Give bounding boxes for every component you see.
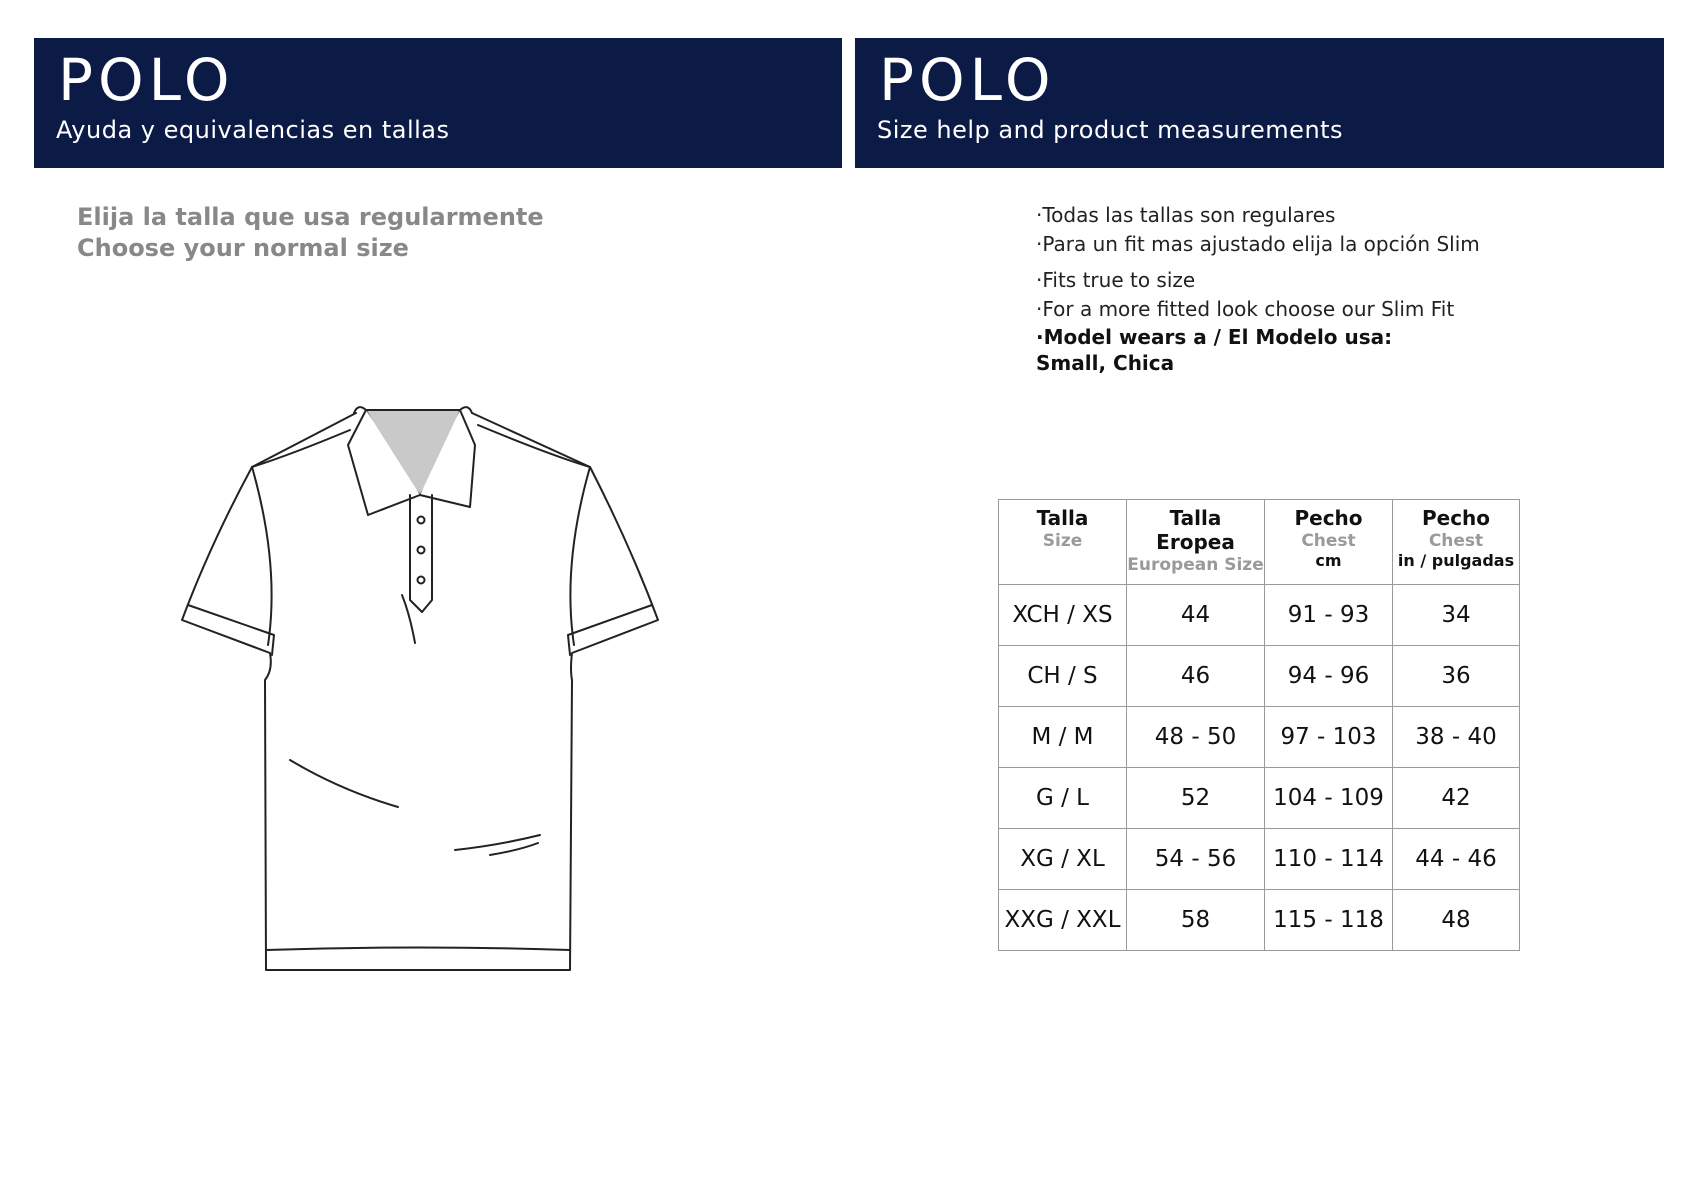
header-size: Talla Size bbox=[999, 500, 1127, 585]
cell-chest-cm: 110 - 114 bbox=[1265, 829, 1393, 890]
cell-european-size: 58 bbox=[1127, 890, 1265, 951]
banner-title: POLO bbox=[58, 46, 235, 114]
header-chest-in: Pecho Chest in / pulgadas bbox=[1393, 500, 1520, 585]
instruction-spanish: Elija la talla que usa regularmente bbox=[77, 203, 544, 231]
table-row bbox=[999, 646, 1520, 707]
banner-title: POLO bbox=[879, 46, 1056, 114]
cell-size: XG / XL bbox=[999, 829, 1127, 890]
polo-shirt-icon bbox=[170, 395, 670, 975]
cell-european-size: 46 bbox=[1127, 646, 1265, 707]
cell-chest-in: 34 bbox=[1393, 585, 1520, 646]
instruction-english: Choose your normal size bbox=[77, 234, 409, 262]
note-fits-true: ·Fits true to size bbox=[1036, 268, 1196, 292]
cell-chest-in: 48 bbox=[1393, 890, 1520, 951]
note-slim-fit: ·For a more fitted look choose our Slim Fit bbox=[1036, 297, 1455, 321]
note-model-size: Small, Chica bbox=[1036, 351, 1175, 375]
header-european-size: Talla Eropea European Size bbox=[1127, 500, 1265, 585]
table-row bbox=[999, 585, 1520, 646]
cell-size: M / M bbox=[999, 707, 1127, 768]
note-model-wears: ·Model wears a / El Modelo usa: bbox=[1036, 325, 1393, 349]
cell-chest-cm: 94 - 96 bbox=[1265, 646, 1393, 707]
cell-chest-cm: 97 - 103 bbox=[1265, 707, 1393, 768]
cell-european-size: 44 bbox=[1127, 585, 1265, 646]
size-chart-table bbox=[998, 499, 1520, 951]
note-regular-sizes: ·Todas las tallas son regulares bbox=[1036, 203, 1336, 227]
table-row bbox=[999, 890, 1520, 951]
cell-european-size: 48 - 50 bbox=[1127, 707, 1265, 768]
cell-chest-cm: 115 - 118 bbox=[1265, 890, 1393, 951]
table-row bbox=[999, 829, 1520, 890]
table-row bbox=[999, 707, 1520, 768]
cell-chest-in: 44 - 46 bbox=[1393, 829, 1520, 890]
header-banner-spanish bbox=[34, 38, 842, 168]
table-row bbox=[999, 768, 1520, 829]
cell-european-size: 54 - 56 bbox=[1127, 829, 1265, 890]
cell-chest-cm: 104 - 109 bbox=[1265, 768, 1393, 829]
banner-subtitle: Size help and product measurements bbox=[877, 116, 1344, 144]
header-chest-cm: Pecho Chest cm bbox=[1265, 500, 1393, 585]
choose-size-instruction bbox=[77, 202, 544, 264]
note-slim-option: ·Para un fit mas ajustado elija la opción Slim bbox=[1036, 232, 1480, 256]
header-banner-english bbox=[855, 38, 1664, 168]
cell-size: XXG / XXL bbox=[999, 890, 1127, 951]
cell-chest-in: 36 bbox=[1393, 646, 1520, 707]
cell-chest-in: 38 - 40 bbox=[1393, 707, 1520, 768]
cell-chest-in: 42 bbox=[1393, 768, 1520, 829]
fit-notes bbox=[1036, 201, 1480, 376]
cell-chest-cm: 91 - 93 bbox=[1265, 585, 1393, 646]
cell-size: XCH / XS bbox=[999, 585, 1127, 646]
cell-size: G / L bbox=[999, 768, 1127, 829]
banner-subtitle: Ayuda y equivalencias en tallas bbox=[56, 116, 450, 144]
cell-size: CH / S bbox=[999, 646, 1127, 707]
cell-european-size: 52 bbox=[1127, 768, 1265, 829]
table-header-row bbox=[999, 500, 1520, 585]
